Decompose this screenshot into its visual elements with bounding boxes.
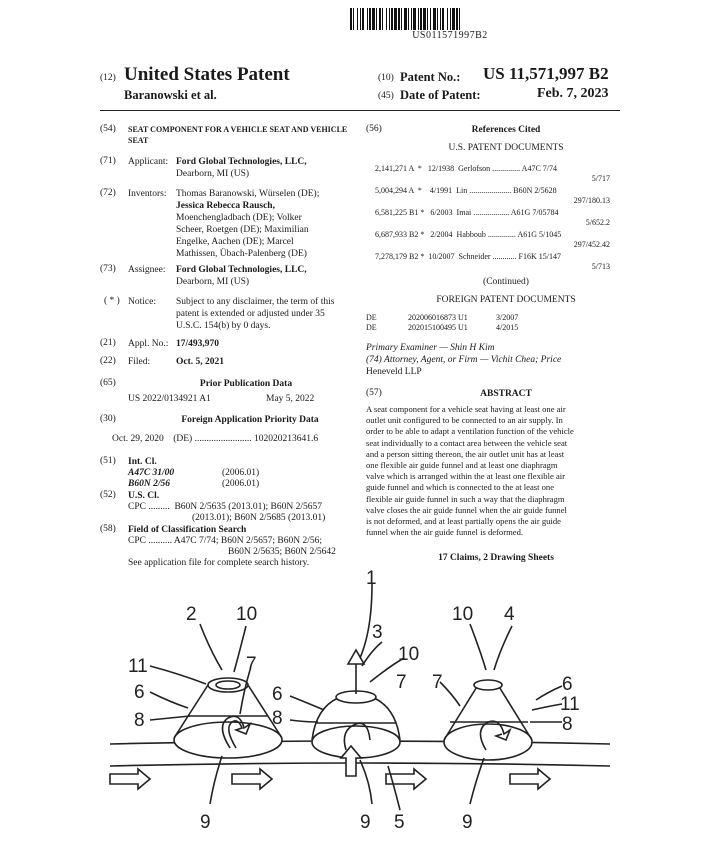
drawing-label: 10	[398, 644, 420, 665]
notice-line: U.S.C. 154(b) by 0 days.	[176, 321, 271, 331]
air-funnel-left	[174, 678, 282, 758]
assignee-number: (73)	[100, 264, 116, 274]
drawing-label: 6	[134, 682, 145, 703]
inventors-number: (72)	[100, 188, 116, 198]
applicant-name: Ford Global Technologies, LLC,	[176, 157, 307, 167]
drawing-label: 5	[394, 812, 405, 833]
drawing-label: 2	[186, 604, 197, 625]
patent-no-number: (10)	[378, 73, 394, 83]
us-ref-row: 6,581,225 B1 * 6/2003 Imai .................. A61G 7/05784	[375, 208, 559, 217]
attorney: (74) Attorney, Agent, or Firm — Vichit Chea; Price	[366, 355, 562, 365]
intcl-date: (2006.01)	[222, 479, 260, 489]
drawing-label: 11	[128, 656, 148, 677]
filed-label: Filed:	[128, 357, 151, 367]
inventor-line: Thomas Baranowski, Würselen (DE);	[176, 189, 320, 199]
abstract-line: valve which is arranged within the at least one flexible air	[366, 471, 566, 482]
date-number: (45)	[378, 91, 394, 101]
foreign-title: Foreign Application Priority Data	[181, 415, 319, 425]
field-label: Field of Classification Search	[128, 525, 247, 535]
drawing-label: 8	[272, 708, 283, 729]
continued: (Continued)	[483, 277, 529, 287]
inventor-line: Scheer, Roetgen (DE); Maximilian	[176, 225, 309, 235]
header-rule	[100, 110, 620, 111]
cpc-line: CPC ......... B60N 2/5635 (2013.01); B60N 2/5657	[128, 502, 322, 512]
abstract-line: A seat component for a vehicle seat having at least one air	[366, 404, 566, 414]
abstract-title: ABSTRACT	[480, 389, 532, 399]
appl-label: Appl. No.:	[128, 339, 169, 349]
foreign-priority: Oct. 29, 2020 (DE) ........................ 102020213641.6	[112, 434, 319, 444]
date-label: Date of Patent:	[400, 88, 481, 102]
prior-number: (65)	[100, 378, 116, 388]
us-ref-class2: 5/652.2	[585, 218, 610, 227]
inventors-short: Baranowski et al.	[124, 88, 217, 102]
drawing-label: 6	[272, 684, 283, 705]
inventors-label: Inventors:	[128, 189, 167, 199]
filed-value: Oct. 5, 2021	[176, 357, 225, 367]
us-ref-class2: 5/713	[591, 262, 610, 271]
inventor-line: Jessica Rebecca Rausch,	[176, 201, 275, 211]
abstract-line: seat individually to a contact area between the vehicle seat	[366, 437, 568, 448]
notice-number: ( * )	[104, 296, 120, 306]
drawing-label: 11	[560, 694, 580, 715]
drawing-label: 3	[372, 622, 383, 643]
applicant-number: (71)	[100, 156, 116, 166]
barcode-number: US011571997B2	[412, 30, 488, 41]
patent-no-label: Patent No.:	[400, 70, 461, 84]
notice-label: Notice:	[128, 297, 156, 307]
us-docs-title: U.S. PATENT DOCUMENTS	[448, 143, 564, 153]
applicant-label: Applicant:	[128, 157, 169, 167]
refs-number: (56)	[366, 124, 382, 134]
abstract-line: is not deformed, and at least partially opens the air guide	[366, 516, 561, 527]
drawing-label: 1	[366, 570, 377, 589]
us-ref-row: 6,687,933 B2 * 2/2004 Habboub .............. A61G 5/1045	[375, 230, 562, 239]
assignee-label: Assignee:	[128, 265, 166, 275]
barcode	[350, 8, 550, 30]
drawing-label: 8	[134, 710, 145, 731]
flow-arrow	[110, 769, 150, 789]
flow-arrow	[510, 769, 550, 789]
foreign-ref-cc: DE	[366, 323, 377, 332]
uscl-label: U.S. Cl.	[128, 491, 160, 501]
abstract-body	[366, 404, 616, 538]
intcl-label: Int. Cl.	[128, 457, 157, 467]
primary-examiner: Primary Examiner — Shin H Kim	[366, 343, 495, 353]
abstract-line: and a person sitting thereon, the air outlet unit has at least	[366, 448, 565, 459]
us-ref-row: 7,278,179 B2 * 10/2007 Schneider ............ F16K 15/147	[375, 252, 561, 261]
us-ref-row: 5,004,294 A * 4/1991 Lin ..................... B60N 2/5628	[375, 186, 557, 195]
us-ref-class2: 5/717	[591, 174, 610, 183]
abstract-line: flexible air guide funnel in such a way that the diaphragm	[366, 493, 565, 504]
patent-title: SEAT COMPONENT FOR A VEHICLE SEAT AND VEHICLE SEAT	[128, 125, 348, 145]
attorney-firm: Heneveld LLP	[366, 367, 422, 377]
us-ref-row: 2,141,271 A * 12/1938 Gerlofson .............. A47C 7/74	[375, 164, 558, 173]
claims-summary: 17 Claims, 2 Drawing Sheets	[438, 553, 554, 563]
inventor-line: Mathissen, Übach-Palenberg (DE)	[176, 249, 307, 259]
cpc-line: (2013.01); B60N 2/5685 (2013.01)	[192, 513, 326, 523]
air-funnel-center	[312, 650, 400, 758]
notice-line: patent is extended or adjusted under 35	[176, 309, 325, 319]
prior-pub: US 2022/0134921 A1	[128, 394, 211, 404]
drawing-label: 8	[562, 714, 573, 735]
foreign-ref-num: 202006016873 U1	[408, 313, 468, 322]
drawing-label: 10	[452, 604, 474, 625]
prior-title: Prior Publication Data	[199, 379, 293, 389]
us-ref-class2: 297/452.42	[573, 240, 610, 249]
uscl-number: (52)	[100, 490, 116, 500]
field-number: (58)	[100, 524, 116, 534]
abstract-line: guide funnel and which is connected to the at least one	[366, 482, 555, 493]
applicant-location: Dearborn, MI (US)	[176, 169, 250, 179]
intcl-date: (2006.01)	[222, 468, 260, 478]
lower-layer-line	[110, 763, 610, 766]
foreign-ref-date: 4/2015	[496, 323, 519, 332]
filed-number: (22)	[100, 356, 116, 366]
appl-number: (21)	[100, 338, 116, 348]
prior-date: May 5, 2022	[266, 394, 315, 404]
drawing-label: 7	[396, 672, 407, 693]
drawing-label: 9	[462, 812, 473, 833]
abstract-line: outlet unit configured to be connected to an air supply. In	[366, 415, 563, 426]
foreign-docs-title: FOREIGN PATENT DOCUMENTS	[436, 295, 576, 305]
foreign-ref-date: 3/2007	[496, 313, 519, 322]
drawing-label: 9	[200, 812, 211, 833]
drawing-label: 4	[504, 604, 515, 625]
header-title: United States Patent	[124, 64, 290, 85]
drawing-label: 9	[360, 812, 371, 833]
drawing-label: 10	[236, 604, 258, 625]
patent-drawing	[0, 570, 720, 845]
abstract-line: funnel when the air guide funnel is deformed.	[366, 527, 524, 538]
field-line: CPC .......... A47C 7/74; B60N 2/5657; B60N 2/56;	[128, 536, 322, 546]
drawing-label: 6	[562, 674, 573, 695]
abstract-line: order to be able to adapt a ventilation function of the vehicle	[366, 426, 574, 437]
drawing-label: 7	[432, 672, 443, 693]
notice-line: Subject to any disclaimer, the term of this	[176, 297, 335, 307]
intcl-code: A47C 31/00	[128, 468, 175, 478]
abstract-line: one flexible air guide funnel and at least one diaphragm	[366, 460, 558, 471]
title-number: (54)	[100, 124, 116, 134]
foreign-ref-num: 202015100495 U1	[408, 323, 468, 332]
inventor-line: Engelke, Aachen (DE); Marcel	[176, 237, 294, 247]
flow-arrow	[232, 769, 272, 789]
header-number-12: (12)	[100, 73, 116, 83]
field-line: See application file for complete search history.	[128, 558, 310, 568]
notice-text	[176, 296, 356, 332]
inventors-list	[176, 188, 356, 260]
patent-date: Feb. 7, 2023	[537, 86, 609, 101]
foreign-number: (30)	[100, 414, 116, 424]
field-line: B60N 2/5635; B60N 2/5642	[228, 547, 336, 557]
abstract-number: (57)	[366, 388, 382, 398]
intcl-number: (51)	[100, 456, 116, 466]
air-funnel-right	[444, 680, 532, 760]
patent-no: US 11,571,997 B2	[483, 64, 609, 83]
intcl-code: B60N 2/56	[128, 479, 170, 489]
us-ref-class2: 297/180.13	[573, 196, 610, 205]
drawing-label: 7	[246, 654, 257, 675]
foreign-ref-cc: DE	[366, 313, 377, 322]
refs-title: References Cited	[471, 125, 541, 135]
assignee-name: Ford Global Technologies, LLC,	[176, 265, 307, 275]
assignee-location: Dearborn, MI (US)	[176, 277, 250, 287]
inventor-line: Moenchengladbach (DE); Volker	[176, 213, 302, 223]
appl-value: 17/493,970	[176, 339, 220, 349]
abstract-line: valve closes the air guide funnel when the air guide funnel	[366, 504, 567, 515]
